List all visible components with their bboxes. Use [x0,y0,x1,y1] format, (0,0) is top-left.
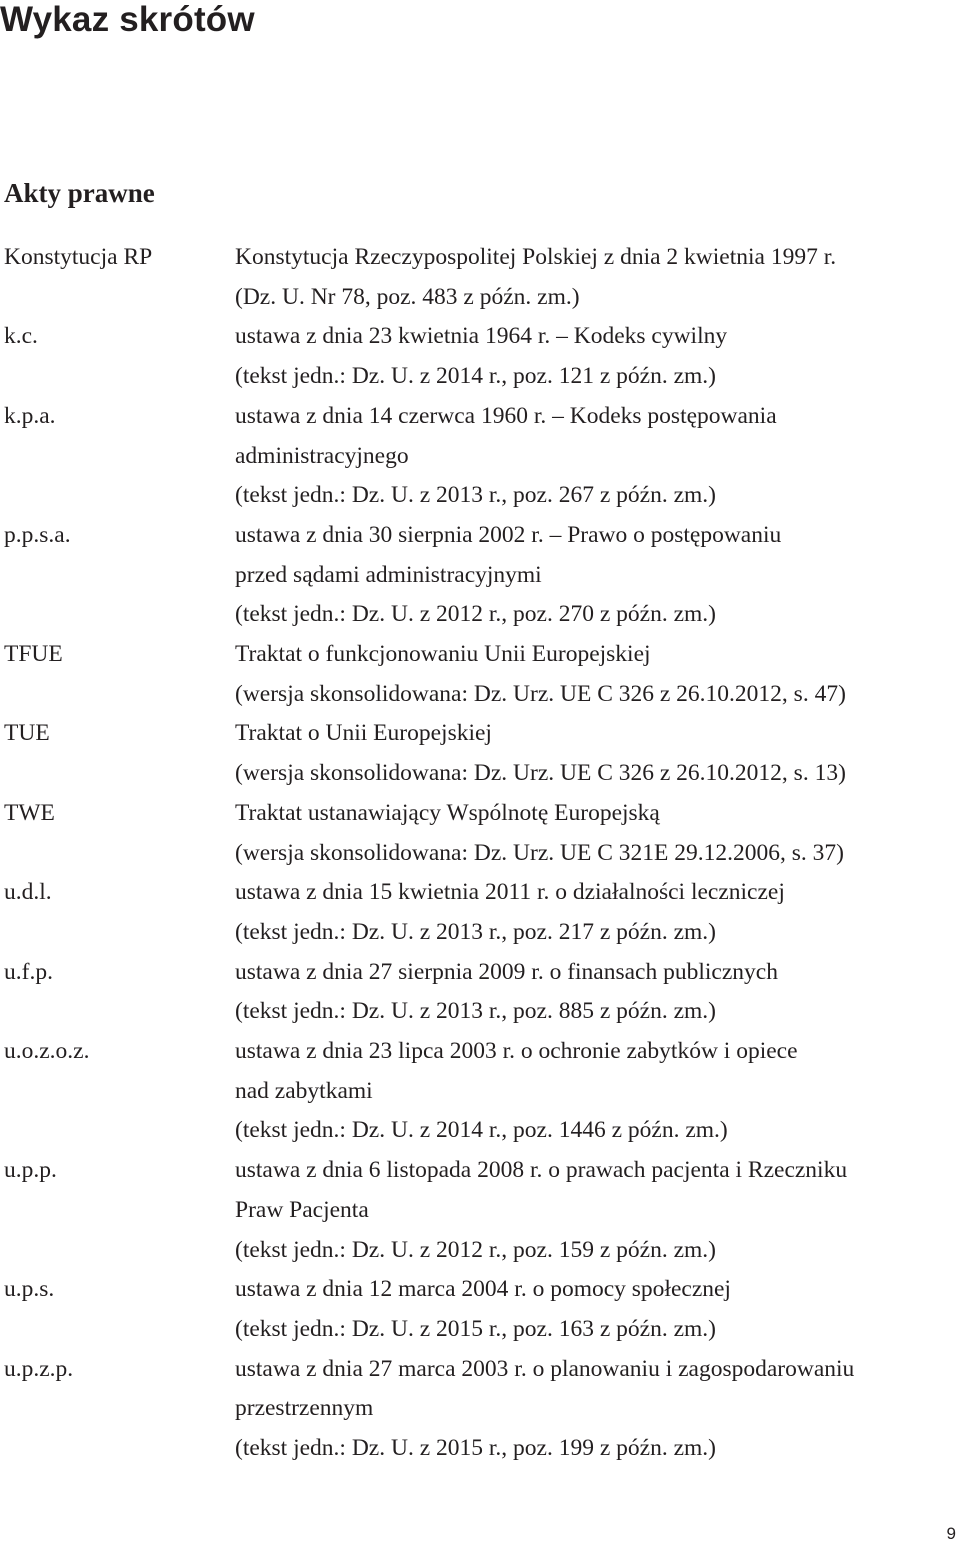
definition-line: ustawa z dnia 6 listopada 2008 r. o prawach pacjenta i Rzeczniku [235,1157,848,1184]
page-title: Wykaz skrótów [0,0,255,39]
abbreviation-definition [235,1032,954,1151]
abbreviation-definition [235,238,954,317]
definition-line: (tekst jedn.: Dz. U. z 2013 r., poz. 217 z późn. zm.) [235,918,716,945]
abbreviation-definition [235,397,954,516]
definition-line: Traktat o funkcjonowaniu Unii Europejskiej [235,641,651,668]
definition-line: przed sądami administracyjnymi [235,561,542,588]
definition-line: (tekst jedn.: Dz. U. z 2013 r., poz. 267 z późn. zm.) [235,482,716,509]
abbreviation-entry [4,397,954,516]
abbreviation-term: Konstytucja RP [4,244,153,270]
definition-line: (tekst jedn.: Dz. U. z 2014 r., poz. 121 z późn. zm.) [235,363,716,390]
definition-line: administracyjnego [235,442,409,469]
definition-line: (Dz. U. Nr 78, poz. 483 z późn. zm.) [235,283,580,310]
abbreviation-definition [235,1151,954,1270]
abbreviation-term: u.p.z.p. [4,1355,74,1382]
abbreviation-term: TUE [4,720,50,747]
abbreviation-term: TFUE [4,641,63,668]
abbreviation-term: u.d.l. [4,879,52,906]
definition-line: (tekst jedn.: Dz. U. z 2012 r., poz. 159 z późn. zm.) [235,1236,716,1263]
definition-line: Traktat o Unii Europejskiej [235,720,492,747]
definition-line: ustawa z dnia 30 sierpnia 2002 r. – Prawo o postępowaniu [235,521,782,548]
definition-line: (wersja skonsolidowana: Dz. Urz. UE C 326 z 26.10.2012, s. 13) [235,760,846,787]
abbreviation-entry [4,635,954,714]
definition-line: (wersja skonsolidowana: Dz. Urz. UE C 326 z 26.10.2012, s. 47) [235,680,846,707]
abbreviation-term: u.p.s. [4,1276,55,1303]
definition-line: nad zabytkami [235,1077,373,1104]
page-number: 9 [946,1524,956,1543]
abbreviation-entry [4,1350,954,1469]
abbreviation-definition [235,1270,954,1349]
abbreviation-entry [4,1032,954,1151]
abbreviation-entry [4,794,954,873]
abbreviation-term: u.o.z.o.z. [4,1038,90,1065]
abbreviation-definition [235,516,954,635]
abbreviation-entry [4,516,954,635]
abbreviation-entry [4,714,954,793]
definition-line: Praw Pacjenta [235,1196,369,1223]
definition-line: ustawa z dnia 14 czerwca 1960 r. – Kodeks postępowania [235,402,777,429]
abbreviation-entry [4,953,954,1032]
abbreviation-definition [235,635,954,714]
abbreviation-list [4,238,954,1469]
abbreviation-entry [4,317,954,396]
abbreviation-entry [4,1151,954,1270]
abbreviation-entry [4,1270,954,1349]
abbreviation-definition [235,714,954,793]
abbreviation-definition [235,1350,954,1469]
definition-line: (tekst jedn.: Dz. U. z 2014 r., poz. 1446 z późn. zm.) [235,1117,728,1144]
definition-line: ustawa z dnia 27 marca 2003 r. o planowaniu i zagospodarowaniu [235,1355,855,1382]
abbreviation-term: TWE [4,799,55,826]
abbreviation-term: u.p.p. [4,1157,57,1184]
abbreviation-definition [235,317,954,396]
definition-line: ustawa z dnia 23 kwietnia 1964 r. – Kodeks cywilny [235,323,728,350]
definition-line: Traktat ustanawiający Wspólnotę Europejską [235,799,660,826]
definition-line: ustawa z dnia 27 sierpnia 2009 r. o finansach publicznych [235,958,778,985]
definition-line: ustawa z dnia 15 kwietnia 2011 r. o działalności leczniczej [235,879,785,906]
section-heading: Akty prawne [4,178,155,208]
definition-line: ustawa z dnia 12 marca 2004 r. o pomocy społecznej [235,1276,731,1303]
abbreviation-term: k.c. [4,323,38,350]
definition-line: ustawa z dnia 23 lipca 2003 r. o ochronie zabytków i opiece [235,1038,798,1065]
abbreviation-entry [4,873,954,952]
definition-line: Konstytucja Rzeczypospolitej Polskiej z dnia 2 kwietnia 1997 r. [235,244,837,270]
definition-line: (tekst jedn.: Dz. U. z 2015 r., poz. 199 z późn. zm.) [235,1435,716,1462]
abbreviation-term: u.f.p. [4,958,53,985]
abbreviation-term: k.p.a. [4,402,56,429]
definition-line: (tekst jedn.: Dz. U. z 2015 r., poz. 163 z późn. zm.) [235,1315,716,1342]
definition-line: (tekst jedn.: Dz. U. z 2013 r., poz. 885 z późn. zm.) [235,998,716,1025]
abbreviation-definition [235,953,954,1032]
definition-line: przestrzennym [235,1395,374,1422]
definition-line: (tekst jedn.: Dz. U. z 2012 r., poz. 270 z późn. zm.) [235,601,716,628]
abbreviation-term: p.p.s.a. [4,521,71,548]
abbreviation-definition [235,794,954,873]
definition-line: (wersja skonsolidowana: Dz. Urz. UE C 321E 29.12.2006, s. 37) [235,839,844,866]
abbreviation-definition [235,873,954,952]
abbreviation-entry [4,238,954,317]
